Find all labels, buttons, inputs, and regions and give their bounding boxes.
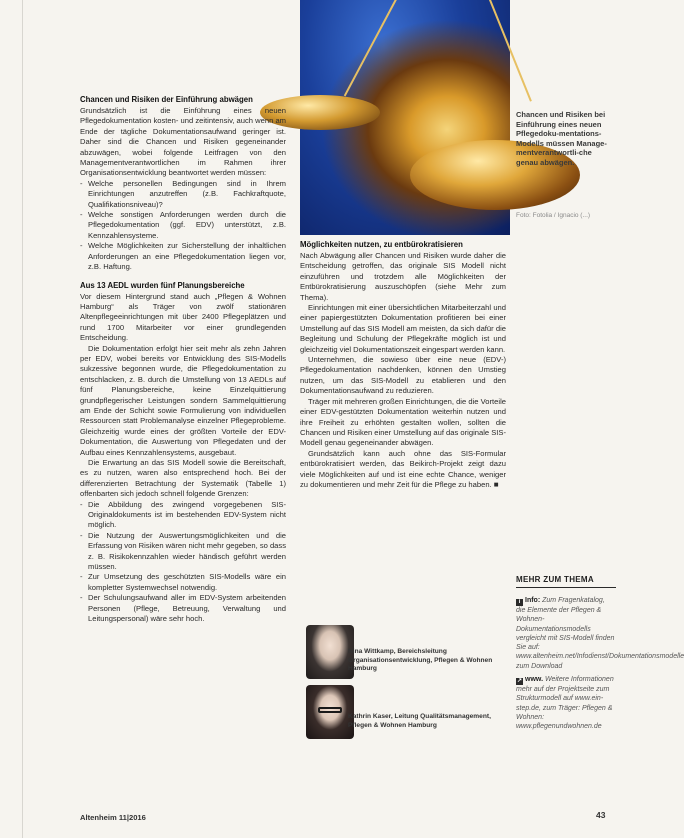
paragraph: Die Dokumentation erfolgt hier seit mehr als zehn Jahren per EDV, wobei bereits vor Entwicklung des SIS-Modells sukzessive begonnen wurde, die Pflegedokumentation zu entschlacken, z. B. durch die Umstellung von 13 AEDLs auf fünf Planungsbereiche, keine Einzelquittierung grundpflegerischer Leistungen sondern Sammelquittierung am Ende der Schicht sowie Formulierung von individuellen Ressourcen statt Problemanalyse einzelner Pflegeprobleme. Gleichzeitig wurde eines der größten Vorteile der EDV-Dokumentation, die Auswertung von Pflegedaten und der Aufbau eines Kennzahlensystems, ausgebaut.: [80, 343, 286, 457]
list-item: - Die Abbildung des zwingend vorgegebenen SIS-Originaldokuments ist im bestehenden EDV-System nicht möglich.: [80, 500, 286, 531]
author-portrait: [306, 685, 354, 739]
page-edge-line: [22, 0, 23, 838]
list-item: - Welche Möglichkeiten zur Sicherstellung der inhaltlichen Anforderungen an eine Pflegedokumentation liegen vor, z.B. Haftung.: [80, 241, 286, 272]
article-column-left: [80, 95, 286, 625]
list-item: - Die Nutzung der Auswertungsmöglichkeiten und die Erfassung von Risiken wären nicht mehr gegeben, so dass z. B. Risikokennzahlen wieder händisch geführt werden müssen.: [80, 531, 286, 573]
more-on-topic-box: [516, 575, 684, 736]
author-portrait: [306, 625, 354, 679]
paragraph: Grundsätzlich ist die Einführung eines neuen Pflegedokumentation kosten- und zeitintensiv, auch wenn am Ende der tägliche Dokumentationsaufwand geringer ist. Daher sind die Chancen und Risiken gegeneinander abzuwägen, wobei folgende Leitfragen von den Managementverantwortlichen im Rahmen ihrer Organisationsentwicklung beantwortet werden müssen:: [80, 106, 286, 178]
paragraph: Unternehmen, die sowieso über eine neue (EDV-) Pflegedokumentation nachdenken, können den Umstieg nutzen, um das SIS-Modell zu etablieren und den Dokumentationsaufwand zu reduzieren.: [300, 355, 506, 396]
author-caption: Kathrin Kaser, Leitung Qualitätsmanagement, Pflegen & Wohnen Hamburg: [348, 713, 491, 729]
www-lead: www.: [525, 676, 544, 684]
magazine-footer: Altenheim 11|2016: [80, 813, 146, 822]
scale-chain: [485, 0, 532, 102]
list-item: - Zur Umsetzung des geschützten SIS-Modells wäre ein kompletter Systemwechsel notwendig.: [80, 572, 286, 593]
scale-chain: [344, 0, 402, 96]
article-column-middle: [300, 240, 506, 490]
info-lead: Info:: [525, 597, 541, 604]
list-item: - Welche personellen Bedingungen sind in Ihrem Einrichtungen anzutreffen (z.B. Fachkraftquote, Qualifikationsniveau)?: [80, 179, 286, 210]
info-icon: i: [516, 599, 523, 606]
section-heading: Chancen und Risiken der Einführung abwägen: [80, 95, 253, 104]
limits-list: [80, 500, 286, 625]
section-heading: Aus 13 AEDL wurden fünf Planungsbereiche: [80, 280, 245, 290]
paragraph-text: Grundsätzlich kann auch ohne das SIS-Formular entbürokratisiert werden, das Beikirch-Projekt zeigt dazu viele Möglichkeiten auf und ist eine echte Chance, weniger zu dokumentieren und mehr Zeit für die Pflege zu haben.: [300, 448, 506, 489]
info-text: Zum Fragenkatalog, die Elemente der Pflegen & Wohnen-Dokumentationsmodells vergleicht mit SIS-Modell finden Sie auf: www.altenheim.net/Infodienst/Dokumentationsmodelle zum Download: [516, 597, 684, 670]
paragraph: [300, 449, 506, 491]
paragraph: Die Erwartung an das SIS Modell sowie die Bereitschaft, es zu nutzen, waren also entsprechend hoch. Bei der differenzierten Betrachtung der Systematik (Tabelle 1) offenbarten sich jedoch schnell folgende Grenzen:: [80, 458, 286, 499]
paragraph: Nach Abwägung aller Chancen und Risiken wurde daher die Entscheidung getroffen, das originale SIS Modell nicht einzuführen und trotzdem alle Möglichkeiten der Entbürokratisierung auszuschöpfen (siehe Mehr zum Thema).: [300, 251, 506, 302]
web-entry: [516, 675, 616, 731]
list-item: - Der Schulungsaufwand aller im EDV-System arbeitenden Personen (Pflege, Betreuung, Verwaltung und Leitungspersonal) wäre sehr hoch.: [80, 593, 286, 624]
www-text: Weitere Informationen mehr auf der Projektseite zum Strukturmodell auf www.ein-step.de, zum Träger: Pflegen & Wohnen: www.pflegenundwohnen.de: [516, 676, 614, 731]
end-of-article-mark: ■: [493, 479, 499, 489]
section-heading: Möglichkeiten nutzen, zu entbürokratisieren: [300, 240, 463, 249]
paragraph: Einrichtungen mit einer übersichtlichen Mitarbeiterzahl und einer papiergestützten Dokumentation profitieren bei einer Umstellung auf das SIS Modell am meisten, da sich dafür die Begleitung und Schulung der Pflegekräfte möglich ist und gleichzeitig viel Dokumentationszeit eingespart werden kann.: [300, 303, 506, 354]
link-icon: ↗: [516, 678, 523, 685]
page-number: 43: [596, 810, 606, 820]
paragraph: Vor diesem Hintergrund stand auch „Pflegen & Wohnen Hamburg“ als Träger von zwölf stationären Altenpflegeeinrichtungen mit über 2400 Pflegeplätzen und rund 1700 Mitarbeiter vor einer grundlegenden Entscheidung.: [80, 291, 286, 343]
question-list: [80, 179, 286, 273]
author-caption: Nina Wittkamp, Bereichsleitung Organisationsentwicklung, Pflegen & Wohnen Hamburg: [348, 648, 493, 673]
author-panel: [300, 683, 510, 743]
photo-caption: Chancen und Risiken bei Einführung eines neuen Pflegedoku-mentations-Modells müssen Manage-mentverantwortli-che genau abwägen.: [516, 110, 607, 167]
scale-photo: [300, 0, 510, 235]
photo-credit: Foto: Fotolia / Ignacio (...): [516, 212, 591, 219]
list-item: - Welche sonstigen Anforderungen werden durch die Pflegedokumentation (ggf. EDV) unterstützt, z.B. Kennzahlensysteme.: [80, 210, 286, 241]
sidebar-title: MEHR ZUM THEMA: [516, 575, 616, 588]
info-entry: [516, 596, 684, 671]
glasses-detail: [318, 707, 342, 713]
paragraph: Träger mit mehreren großen Einrichtungen, die die Vorteile einer EDV-gestützten Dokumentation weiterhin nutzen und ihre Freiheit zu erhöhten gestalten wollen, sollten die Chancen und Risiken einer Umstellung auf das originale SIS-Modell genau gegeneinander abwägen.: [300, 396, 506, 448]
author-panel: [300, 623, 510, 683]
